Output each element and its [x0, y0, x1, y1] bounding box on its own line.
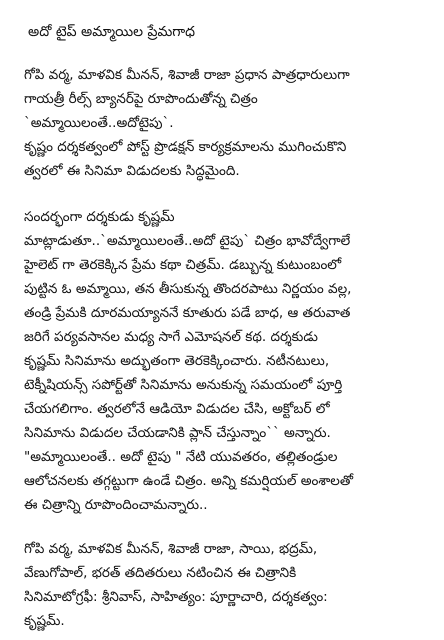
text-line: మాట్లాడుతూ..`అమ్మాయిలంతే..అదో టైపు` చిత్రం భావోద్వేగాలే — [24, 233, 351, 249]
article-title: అదో టైప్ అమ్మాయిల ప్రేమగాధ — [28, 24, 196, 40]
text-line: గోపి వర్మ, మాళవిక మీనన్, శివాజీ రాజా, సాయి, భద్రమ్, — [24, 541, 318, 557]
text-line: వేణుగోపాల్, భరత్ తదితరులు నటించిన ఈ చిత్రానికి — [24, 565, 297, 581]
text-line: సందర్భంగా దర్శకుడు కృష్ణమ్ — [24, 209, 175, 225]
text-line: త్వరలో ఈ సినిమా విడుదలకు సిద్ధమైంది. — [24, 163, 240, 179]
text-line: కృష్ణమ్ సినిమాను అద్భుతంగా తెరకెక్కించారు. నటీనటులు, — [24, 353, 330, 369]
text-line: గాయత్రీ రీల్స్ బ్యానర్‌పై రూపొందుతోన్న చిత్రం — [24, 91, 258, 107]
text-line: ఈ చిత్రాన్ని రూపొందించామన్నారు.. — [24, 497, 208, 513]
text-line: చేయగలిగాం. త్వరలోనే ఆడియో విడుదల చేసి, అక్టోబర్ లో — [24, 401, 330, 417]
text-line: హైలెట్ గా తెరకెక్కిన ప్రేమ కథా చిత్రమ్. డబ్బున్న కుటుంబంలో — [24, 257, 342, 273]
text-line: పుట్టిన ఓ అమ్మాయి, తన తీసుకున్న తొందరపాటు నిర్ణయం వల్ల, — [24, 281, 352, 297]
text-line: గోపి వర్మ, మాళవిక మీనన్, శివాజీ రాజా ప్రధాన పాత్రధారులుగా — [24, 67, 350, 83]
text-line: కృష్ణం దర్శకత్వంలో పోస్ట్ ప్రొడక్షన్ కార్యక్రమాలను ముగించుకొని — [24, 139, 347, 155]
text-line: ఆలోచనలకు తగ్గట్టుగా ఉండే చిత్రం. అన్ని కమర్షియల్ అంశాలతో — [24, 473, 354, 489]
text-line: `అమ్మాయిలంతే..అదోటైపు`. — [24, 115, 174, 131]
text-line: కృష్ణమ్. — [24, 613, 65, 629]
text-line: సినిమాను విడుదల చేయడానికి ప్లాన్ చేస్తున్నాం`` అన్నారు. — [24, 425, 331, 441]
text-line: "అమ్మాయిలంతే.. అదో టైపు " నేటి యువతరం, తల్లితండ్రుల — [24, 449, 338, 465]
text-line: తండ్రి ప్రేమకి దూరమయ్యాననే కూతురు పడే బాధ, ఆ తరువాత — [24, 305, 351, 321]
text-line: సినిమాటోగ్రఫీ: శ్రీనివాస్, సాహిత్యం: పూర్ణాచారి, దర్శకత్వం: — [24, 589, 328, 605]
text-line: జరిగే పర్యవసానల మధ్య సాగే ఎమోషనల్ కథ. దర్శకుడు — [24, 329, 318, 345]
text-line: టెక్నీషియన్స్ సపోర్ట్‌తో సినిమాను అనుకున్న సమయంలో పూర్తి — [24, 377, 343, 393]
